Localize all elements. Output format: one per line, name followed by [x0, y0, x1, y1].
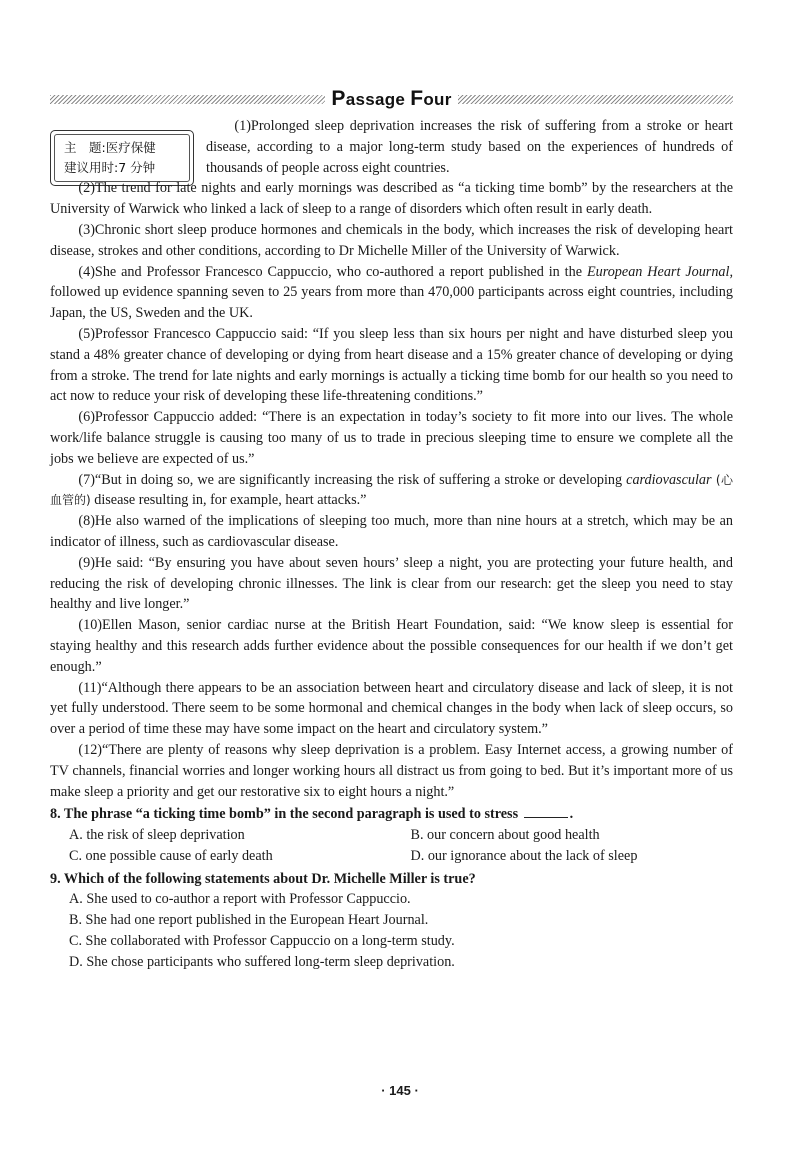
- paragraph-2: (2)The trend for late nights and early mornings was described as “a ticking time bomb” by the researchers at the University of Warwick who linked a lack of sleep to a range of disorders which often result in early death.: [50, 180, 733, 218]
- question-8-option-d: D. our ignorance about the lack of sleep: [410, 847, 638, 864]
- question-8-stem: 8. The phrase “a ticking time bomb” in the second paragraph is used to stress .: [50, 806, 574, 823]
- paragraph-5: (5)Professor Francesco Cappuccio said: “If you sleep less than six hours per night and have disturbed sleep you stand a 48% greater chance of developing or dying from heart disease and a 15% greater chance of developing or dying from a stroke. The trend for late nights and early mornings is actually a ticking time bomb for our health so you need to act now to reduce your risk of developing these life-threatening conditions.”: [50, 325, 733, 405]
- header-hatch-left: [50, 95, 325, 104]
- chinese-gloss: (心血管的): [50, 472, 733, 508]
- question-8-option-a: A. the risk of sleep deprivation: [69, 827, 245, 844]
- paragraph-3: (3)Chronic short sleep produce hormones and chemicals in the body, which increases the risk of developing heart disease, strokes and other conditions, according to Dr Michelle Miller of the University of Warwick.: [50, 221, 733, 259]
- paragraph-12: (12)“There are plenty of reasons why sleep deprivation is a problem. Easy Internet access, a growing number of TV channels, financial worries and longer working hours all distract us from going to bed. But it’s important more of us make sleep a priority and get our restorative six to eight hours a night.”: [50, 741, 733, 800]
- journal-title: European Heart Journal,: [586, 263, 733, 280]
- paragraph-1: (1)Prolonged sleep deprivation increases the risk of suffering from a stroke or heart disease, according to a major long-term study based on the experiences of hundreds of thousands of people across eight countries.: [206, 118, 733, 176]
- paragraph-11: (11)“Although there appears to be an association between heart and circulatory disease and lack of sleep, it is not yet fully understood. There seem to be some hormonal and chemical changes in the body when lack of sleep occurs, so over a period of time these may have some impact on the heart and circulatory system.”: [50, 679, 733, 738]
- question-9-option-c: C. She collaborated with Professor Cappuccio on a long-term study.: [69, 933, 455, 950]
- glossed-term: cardiovascular: [626, 471, 712, 488]
- paragraph-4: (4)She and Professor Francesco Cappuccio, who co-authored a report published in the European Heart Journal, followed up evidence spanning seven to 25 years from more than 470,000 participants across eight countries, including Japan, the US, Sweden and the UK.: [50, 263, 733, 322]
- paragraph-6: (6)Professor Cappuccio added: “There is an expectation in today’s society to fit more into our lives. The whole work/life balance struggle is causing too many of us to trade in precious sleeping time to ensure we complete all the jobs we believe are expected of us.”: [50, 409, 733, 467]
- question-8-option-b: B. our concern about good health: [410, 827, 600, 844]
- paragraph-8: (8)He also warned of the implications of sleeping too much, more than nine hours at a stretch, which may be an indicator of illness, such as cardiovascular disease.: [50, 513, 733, 550]
- suggested-time-label: 建议用时:7 分钟: [64, 160, 156, 175]
- answer-blank: [524, 804, 568, 818]
- paragraph-9: (9)He said: “By ensuring you have about seven hours’ sleep a night, you are protecting your future health, and reducing the risk of developing chronic illnesses. The link is clear from our research: get the sleep you need to stay healthy and live longer.”: [50, 554, 733, 613]
- question-8-option-c: C. one possible cause of early death: [69, 847, 273, 864]
- passage-title: Passage Four: [331, 87, 452, 110]
- page-number: · 145 ·: [381, 1083, 419, 1098]
- question-9: [50, 869, 733, 973]
- passage-body: [50, 116, 733, 973]
- topic-label: 主 题:医疗保健: [64, 140, 156, 155]
- passage-header: [50, 84, 733, 114]
- question-9-stem: 9. Which of the following statements about Dr. Michelle Miller is true?: [50, 870, 476, 887]
- question-9-option-a: A. She used to co-author a report with Professor Cappuccio.: [69, 891, 411, 908]
- paragraph-10: (10)Ellen Mason, senior cardiac nurse at the British Heart Foundation, said: “We know sleep is essential for staying healthy and this research adds further evidence about the possible consequences for our health if we don’t get enough.”: [50, 617, 733, 675]
- header-hatch-right: [458, 95, 733, 104]
- info-box-spacer: [50, 116, 206, 178]
- paragraph-7: (7)“But in doing so, we are significantly increasing the risk of suffering a stroke or developing cardiovascular (心血管的) disease resulting in, for example, heart attacks.”: [50, 471, 733, 509]
- question-9-option-b: B. She had one report published in the European Heart Journal.: [69, 912, 429, 929]
- question-9-option-d: D. She chose participants who suffered long-term sleep deprivation.: [69, 953, 455, 970]
- question-8: [50, 804, 733, 866]
